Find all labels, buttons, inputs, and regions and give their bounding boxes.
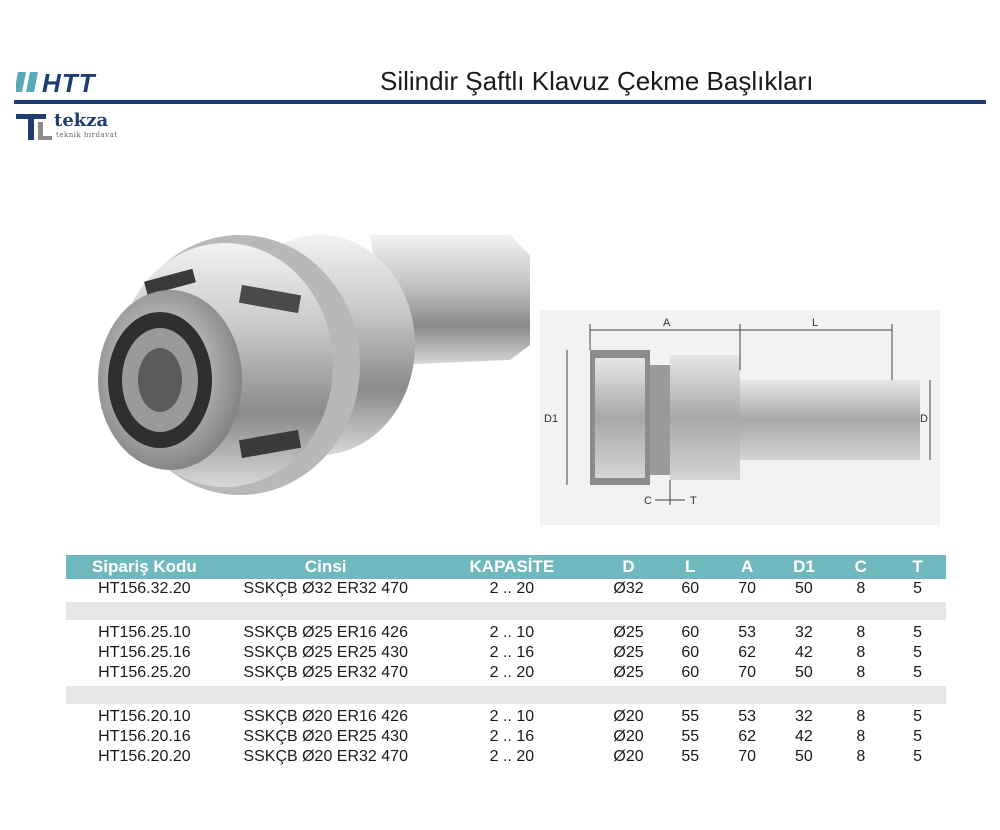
cell-l: 60 [681, 580, 700, 597]
header-t: T [912, 557, 923, 576]
cell-code: HT156.20.10 [98, 708, 191, 725]
cell-d1: 32 [795, 624, 813, 641]
cell-d1: 42 [795, 728, 813, 745]
cell-a: 70 [738, 580, 756, 597]
cell-a: 70 [738, 748, 756, 765]
cell-d: Ø32 [613, 580, 644, 597]
cell-a: 53 [738, 624, 756, 641]
cell-code: HT156.25.20 [98, 664, 191, 681]
cell-capacity: 2 .. 20 [489, 664, 535, 681]
cell-code: HT156.20.20 [98, 748, 191, 765]
cell-t: 5 [913, 664, 923, 681]
header-d1: D1 [793, 557, 815, 576]
cell-t: 5 [913, 580, 923, 597]
header-divider [14, 100, 986, 104]
cell-type: SSKÇB Ø32 ER32 470 [243, 580, 408, 597]
table-row [66, 727, 946, 747]
cell-l: 55 [681, 708, 700, 725]
cell-d: Ø20 [613, 728, 644, 745]
tekza-tagline: teknik hırdavat [56, 131, 118, 139]
cell-code: HT156.32.20 [98, 580, 191, 597]
cell-t: 5 [913, 644, 923, 661]
table-row [66, 747, 946, 767]
header-a: A [740, 557, 754, 576]
table-row [66, 643, 946, 663]
cell-a: 62 [738, 728, 756, 745]
dim-label-t: T [690, 495, 697, 507]
cell-capacity: 2 .. 16 [489, 728, 535, 745]
cell-code: HT156.25.16 [98, 644, 191, 661]
cell-d1: 42 [795, 644, 813, 661]
cell-capacity: 2 .. 10 [489, 624, 535, 641]
cell-d: Ø20 [613, 708, 644, 725]
table-row [66, 707, 946, 727]
cell-capacity: 2 .. 10 [489, 708, 535, 725]
cell-d1: 32 [795, 708, 813, 725]
cell-c: 8 [856, 580, 866, 597]
cell-a: 70 [738, 664, 756, 681]
cell-c: 8 [856, 708, 866, 725]
cell-l: 55 [681, 728, 700, 745]
dim-label-a: A [663, 317, 671, 329]
tekza-brand-text: tekza [54, 110, 109, 131]
cell-capacity: 2 .. 20 [489, 748, 535, 765]
cell-l: 60 [681, 664, 700, 681]
cell-t: 5 [913, 708, 923, 725]
header-l: L [685, 557, 696, 576]
group-separator [66, 602, 946, 620]
technical-drawing [540, 310, 940, 525]
cell-type: SSKÇB Ø25 ER25 430 [243, 644, 408, 661]
cell-type: SSKÇB Ø25 ER16 426 [243, 624, 408, 641]
cell-d: Ø25 [613, 664, 644, 681]
table-row [66, 579, 946, 599]
header-d: D [622, 557, 635, 576]
cell-c: 8 [856, 664, 866, 681]
cell-type: SSKÇB Ø20 ER25 430 [243, 728, 408, 745]
page-title: Silindir Şaftlı Klavuz Çekme Başlıkları [380, 66, 814, 96]
table-header [66, 555, 946, 579]
dim-label-c: C [644, 495, 652, 507]
cell-d1: 50 [795, 580, 813, 597]
cell-c: 8 [856, 728, 866, 745]
cell-type: SSKÇB Ø20 ER16 426 [243, 708, 408, 725]
cell-capacity: 2 .. 16 [489, 644, 535, 661]
cell-type: SSKÇB Ø20 ER32 470 [243, 748, 408, 765]
cell-a: 62 [738, 644, 756, 661]
cell-c: 8 [856, 624, 866, 641]
cell-t: 5 [913, 624, 923, 641]
cell-capacity: 2 .. 20 [489, 580, 535, 597]
cell-c: 8 [856, 644, 866, 661]
htt-brand-text: HTT [42, 68, 96, 98]
cell-a: 53 [738, 708, 756, 725]
cell-d: Ø25 [613, 644, 644, 661]
group-separator [66, 686, 946, 704]
dim-label-d1: D1 [544, 413, 559, 425]
cell-l: 55 [681, 748, 700, 765]
product-table [66, 555, 946, 767]
cell-d1: 50 [795, 664, 813, 681]
header-siparis-kodu: Sipariş Kodu [91, 557, 197, 576]
cell-code: HT156.25.10 [98, 624, 191, 641]
cell-type: SSKÇB Ø25 ER32 470 [243, 664, 408, 681]
cell-d: Ø25 [613, 624, 644, 641]
table-row [66, 623, 946, 643]
cell-l: 60 [681, 644, 700, 661]
dim-label-l: L [812, 317, 819, 329]
cell-t: 5 [913, 748, 923, 765]
dim-label-d: D [920, 413, 928, 425]
cell-code: HT156.20.16 [98, 728, 191, 745]
header-kapasite: KAPASİTE [469, 557, 555, 576]
header-c: C [854, 557, 867, 576]
cell-d1: 50 [795, 748, 813, 765]
cell-l: 60 [681, 624, 700, 641]
header-cinsi: Cinsi [304, 557, 347, 576]
product-photo [90, 215, 530, 515]
cell-c: 8 [856, 748, 866, 765]
cell-d: Ø20 [613, 748, 644, 765]
cell-t: 5 [913, 728, 923, 745]
table-row [66, 663, 946, 683]
